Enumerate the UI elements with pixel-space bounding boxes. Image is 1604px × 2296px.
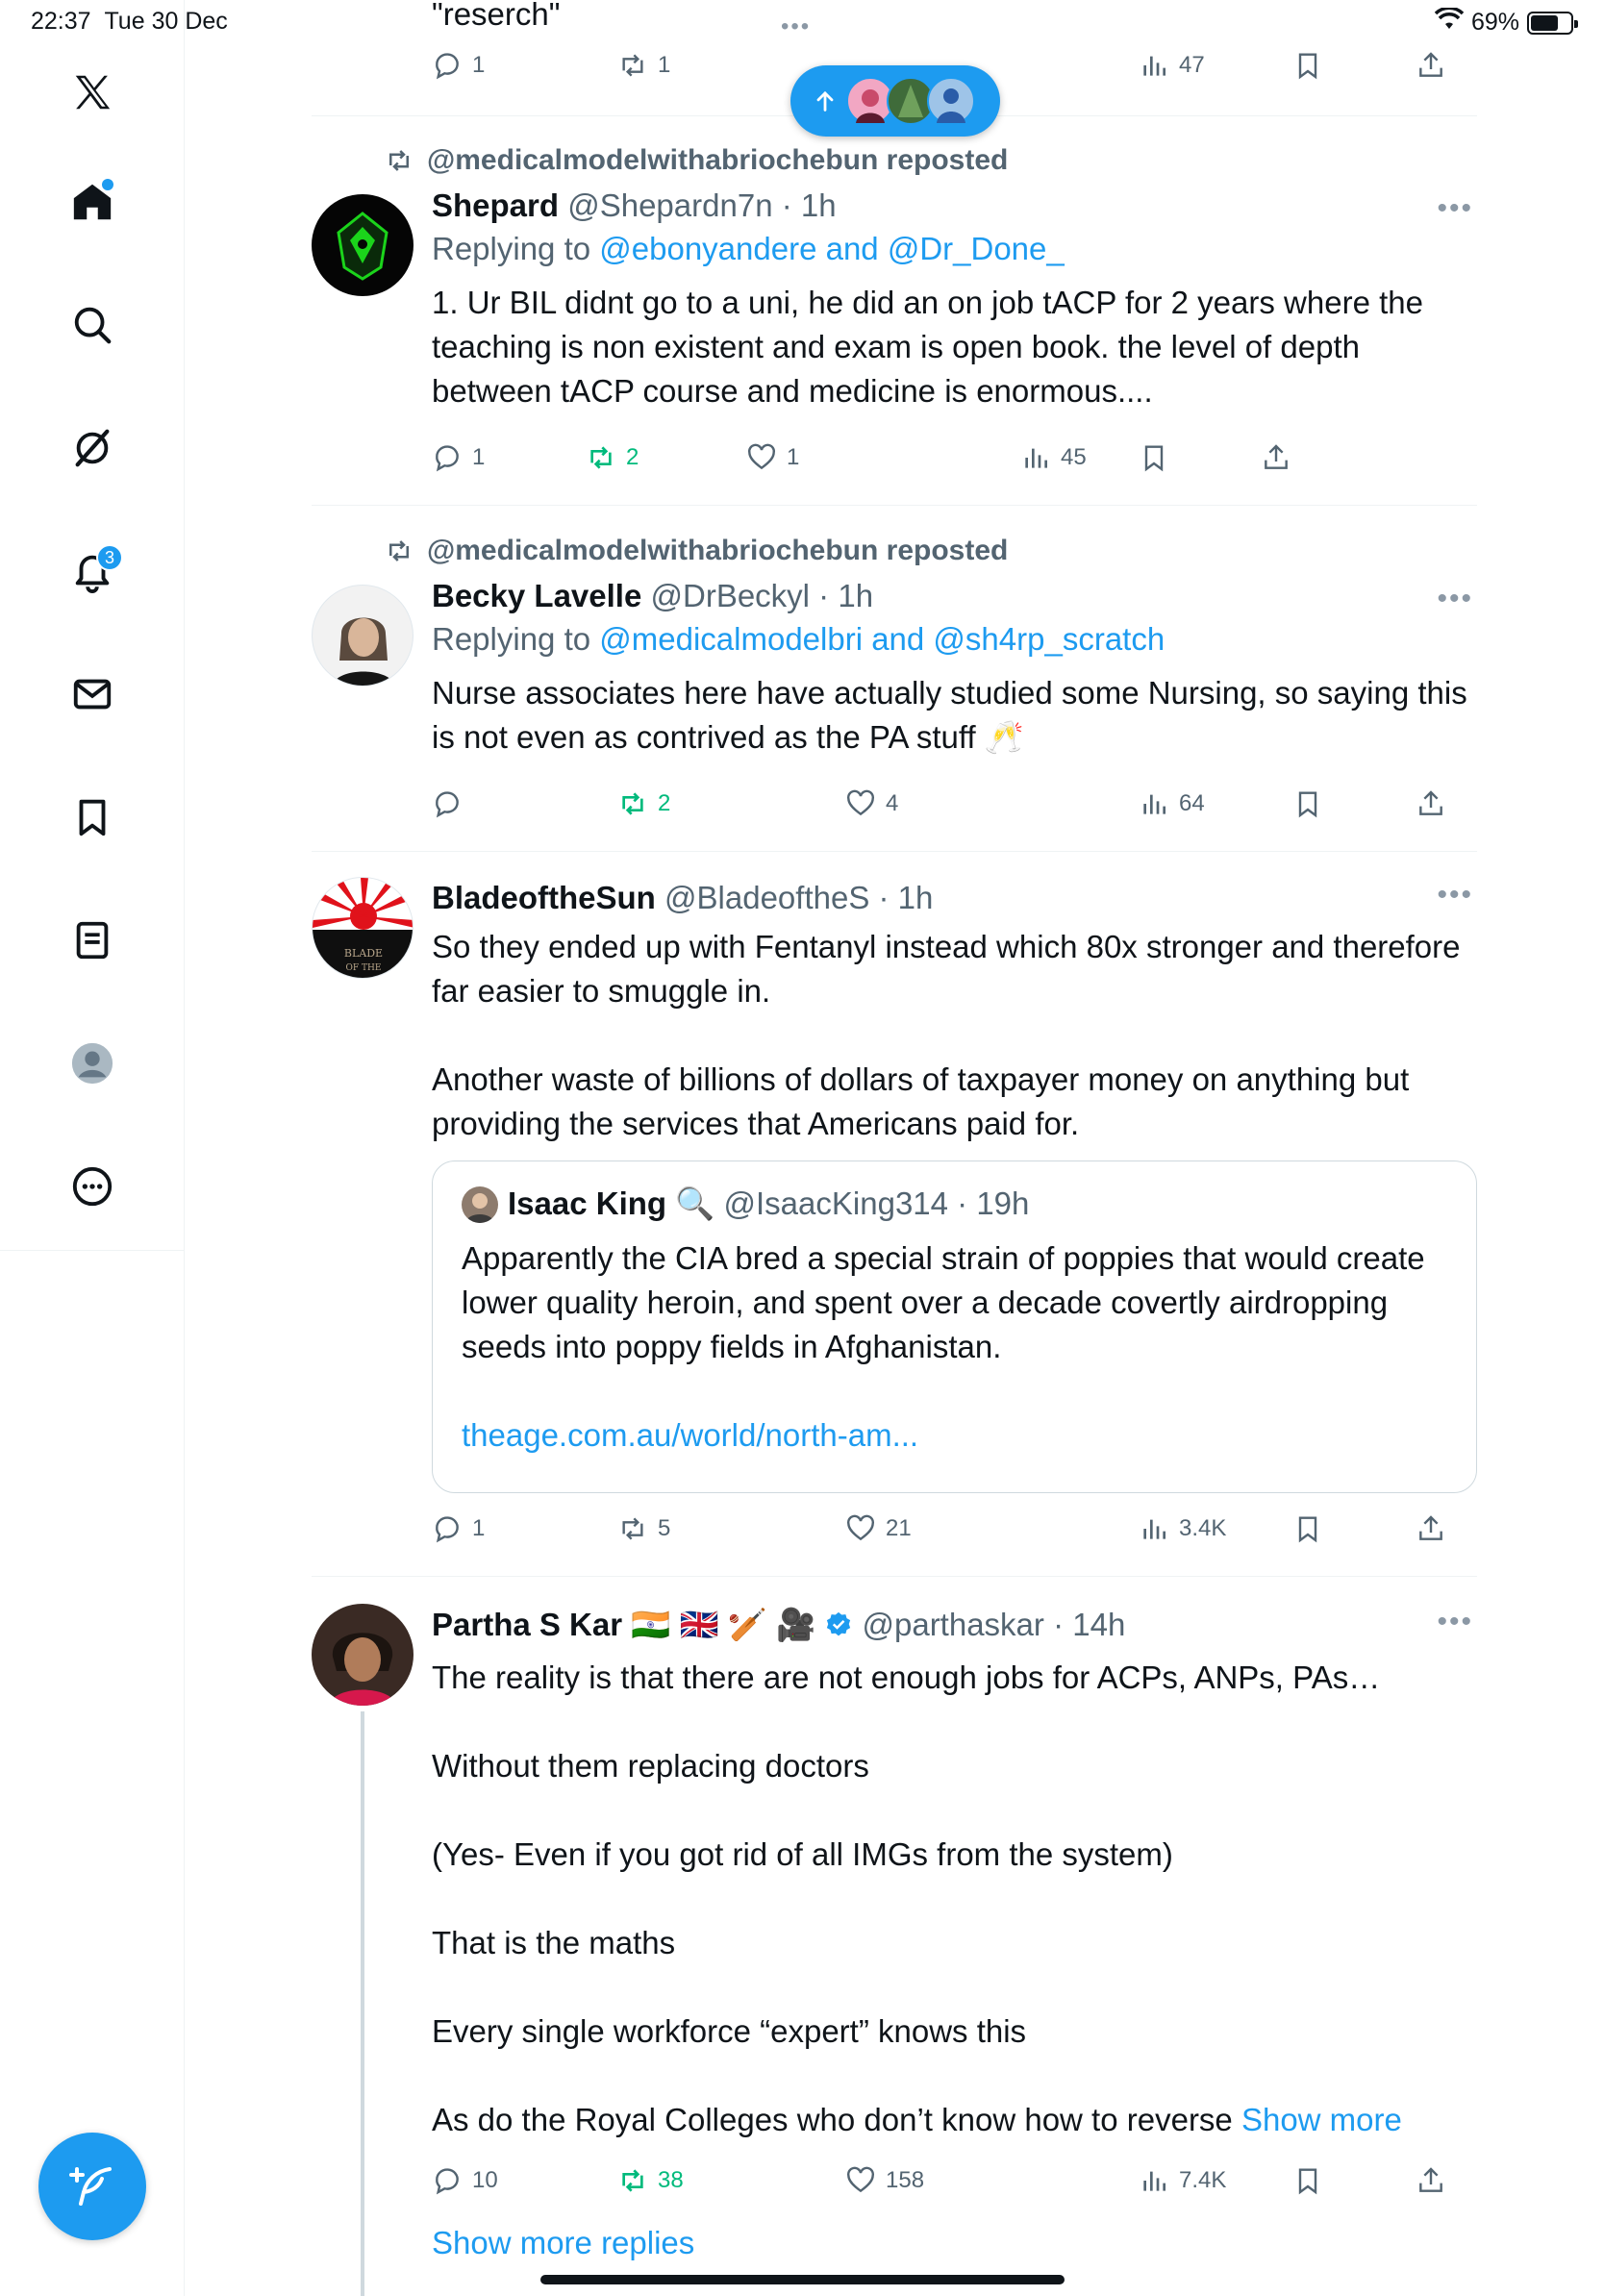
repost-count: 2 — [626, 444, 639, 470]
view-count: 7.4K — [1179, 2167, 1227, 2193]
more-options-icon[interactable]: ••• — [1437, 1606, 1473, 1637]
reply-icon — [432, 788, 463, 819]
repost-count: 2 — [658, 790, 671, 816]
bookmark-button[interactable] — [1292, 2165, 1323, 2196]
repost-icon — [385, 537, 414, 565]
reply-prefix: Replying to — [432, 231, 600, 266]
avatar-text-1: BLADE — [343, 947, 384, 960]
post-text: 1. Ur BIL didnt go to a uni, he did an on job tACP for 2 years where the teaching is non existent and exam is open book. the level of depth between tACP course and medicine is enormous.... — [432, 285, 1423, 409]
like-count: 1 — [787, 444, 800, 470]
more-options-icon[interactable]: ••• — [1437, 879, 1473, 911]
heart-icon — [845, 2165, 876, 2196]
views-icon — [1020, 442, 1051, 473]
reply-icon — [432, 2165, 463, 2196]
status-clock: 22:37 Tue 30 Dec — [31, 8, 228, 35]
post-paragraph: The reality is that there are not enough jobs for ACPs, ANPs, PAs… — [432, 1660, 1381, 1695]
heart-icon — [746, 442, 777, 473]
reply-icon — [432, 50, 463, 81]
reply-count: 1 — [472, 444, 486, 470]
nav-more[interactable] — [63, 1158, 121, 1215]
lists-icon — [70, 918, 114, 962]
avatar[interactable] — [312, 877, 414, 979]
post-header: Shepard @Shepardn7n · 1h — [432, 187, 837, 223]
repost-label: @medicalmodelwithabriochebun reposted — [427, 144, 1009, 176]
mail-icon — [70, 672, 114, 716]
post-time[interactable]: 14h — [1072, 1607, 1126, 1642]
battery-percent: 69% — [1470, 9, 1519, 36]
repost-count: 1 — [658, 52, 671, 78]
share-button[interactable] — [1416, 50, 1446, 81]
like-count: 21 — [886, 1515, 912, 1541]
views-button[interactable] — [1139, 788, 1205, 819]
notification-badge: 3 — [96, 544, 123, 571]
post-paragraph: As do the Royal Colleges who don’t know how to reverse — [432, 2102, 1233, 2137]
views-button[interactable] — [1020, 442, 1087, 473]
like-button[interactable] — [845, 788, 898, 819]
x-logo-icon[interactable] — [63, 63, 121, 121]
reply-button[interactable] — [432, 442, 485, 473]
views-button[interactable] — [1139, 50, 1205, 81]
show-more-replies-link[interactable]: Show more replies — [432, 2225, 695, 2260]
quote-text: Apparently the CIA bred a special strain of poppies that would create lower quality heroin, and spent over a decade covertly airdropping seeds into poppy fields in Afghanistan. — [462, 1240, 1425, 1364]
unread-dot — [102, 179, 113, 190]
bookmark-icon — [1139, 442, 1169, 473]
bookmark-button[interactable] — [1292, 50, 1323, 81]
share-icon — [1416, 788, 1446, 819]
post-header: Partha S Kar 🇮🇳 🇬🇧 🏏 🎥 @parthaskar · 14h — [432, 1604, 1477, 1650]
post-actions — [432, 2165, 1477, 2204]
show-more-link[interactable]: Show more — [1241, 2102, 1402, 2137]
post-body — [432, 877, 1477, 1146]
like-button[interactable] — [746, 442, 799, 473]
reply-count: 10 — [472, 2167, 498, 2193]
repost-icon — [617, 50, 648, 81]
user-handle[interactable]: @Shepardn7n — [567, 187, 773, 223]
reply-button[interactable] — [432, 50, 485, 81]
reply-count: 1 — [472, 1515, 486, 1541]
pill-avatar — [927, 77, 975, 125]
more-options-icon[interactable]: ••• — [1437, 192, 1473, 224]
views-icon — [1139, 50, 1169, 81]
quote-display-name[interactable]: Isaac King — [508, 1185, 667, 1221]
post-body — [432, 185, 1477, 413]
battery-level — [1531, 15, 1558, 31]
reply-icon — [432, 1513, 463, 1544]
bookmark-icon — [70, 795, 114, 839]
nav-lists[interactable] — [63, 911, 121, 969]
post-actions — [432, 442, 1477, 481]
bookmark-button[interactable] — [1292, 1513, 1323, 1544]
share-icon — [1416, 50, 1446, 81]
magnifier-emoji: 🔍 — [675, 1185, 715, 1221]
repost-count: 38 — [658, 2167, 684, 2193]
like-button[interactable] — [845, 1513, 912, 1544]
nav-grok[interactable] — [63, 419, 121, 477]
views-icon — [1139, 2165, 1169, 2196]
more-options-icon[interactable]: ••• — [1437, 583, 1473, 614]
share-icon — [1261, 442, 1291, 473]
battery-icon — [1527, 12, 1573, 35]
views-icon — [1139, 1513, 1169, 1544]
repost-button[interactable] — [586, 442, 639, 473]
repost-icon — [617, 2165, 648, 2196]
view-count: 45 — [1061, 444, 1087, 470]
share-button[interactable] — [1416, 788, 1446, 819]
nav-home[interactable] — [63, 173, 121, 231]
share-icon — [1416, 1513, 1446, 1544]
multitask-dots-icon[interactable]: ••• — [781, 13, 812, 39]
post-paragraph-last — [432, 2098, 1477, 2142]
display-name[interactable]: BladeoftheSun — [432, 880, 656, 915]
views-icon — [1139, 788, 1169, 819]
user-handle[interactable]: @BladeoftheS — [664, 880, 870, 915]
arrow-up-icon — [812, 87, 839, 115]
quote-link[interactable]: theage.com.au/world/north-am... — [462, 1417, 919, 1453]
sidebar — [0, 0, 185, 2296]
repost-icon — [385, 146, 414, 175]
post-time[interactable]: 1h — [800, 187, 837, 223]
repost-button[interactable] — [617, 788, 670, 819]
post-text-2: Another waste of billions of dollars of taxpayer money on anything but providing the services that Americans paid for. — [432, 1061, 1410, 1141]
thread-connector-line — [361, 1711, 364, 2296]
nav-profile[interactable] — [63, 1035, 121, 1092]
replying-to — [432, 617, 1477, 661]
grok-icon — [70, 426, 114, 470]
repost-label: @medicalmodelwithabriochebun reposted — [427, 535, 1009, 566]
like-count: 158 — [886, 2167, 925, 2193]
replying-to — [432, 227, 1477, 271]
bookmark-icon — [1292, 50, 1323, 81]
reply-count: 1 — [472, 52, 486, 78]
like-count: 4 — [886, 790, 899, 816]
display-name[interactable]: Becky Lavelle — [432, 578, 642, 613]
bookmark-icon — [1292, 788, 1323, 819]
post-text-1: So they ended up with Fentanyl instead which 80x stronger and therefore far easier to smuggle in. — [432, 929, 1461, 1009]
post-text: "reserch" — [432, 0, 561, 32]
reply-mentions-link[interactable]: @ebonyandere and @Dr_Done_ — [599, 231, 1065, 266]
reply-mentions-link[interactable]: @medicalmodelbri and @sh4rp_scratch — [599, 621, 1165, 657]
share-button[interactable] — [1261, 442, 1291, 473]
heart-icon — [845, 1513, 876, 1544]
avatar[interactable] — [312, 1604, 414, 1706]
reply-button[interactable] — [432, 1513, 485, 1544]
nav-messages[interactable] — [63, 665, 121, 723]
post-body — [432, 1604, 1477, 2142]
bookmark-button[interactable] — [1139, 442, 1169, 473]
nav-search[interactable] — [63, 296, 121, 354]
reply-button[interactable] — [432, 2165, 498, 2196]
post-body — [432, 575, 1477, 760]
avatar[interactable] — [312, 194, 414, 296]
reply-icon — [432, 442, 463, 473]
repost-icon — [586, 442, 616, 473]
repost-button[interactable] — [617, 2165, 684, 2196]
quote-header: Isaac King 🔍 @IsaacKing314 · 19h — [508, 1185, 1030, 1221]
post-time[interactable]: 1h — [838, 578, 874, 613]
share-button[interactable] — [1416, 2165, 1446, 2196]
repost-icon — [617, 1513, 648, 1544]
search-icon — [70, 303, 114, 347]
avatar-text-2: OF THE — [345, 963, 382, 973]
display-name[interactable]: Shepard — [432, 187, 560, 223]
repost-button[interactable] — [617, 50, 670, 81]
view-count: 3.4K — [1179, 1515, 1227, 1541]
quote-time[interactable]: 19h — [976, 1185, 1030, 1221]
bookmark-button[interactable] — [1292, 788, 1323, 819]
quote-handle[interactable]: @IsaacKing314 — [723, 1185, 948, 1221]
post-text: Nurse associates here have actually studied some Nursing, so saying this is not even as contrived as the PA stuff 🥂 — [432, 675, 1467, 755]
post-actions — [432, 788, 1477, 827]
nav-bookmarks[interactable] — [63, 788, 121, 846]
home-indicator — [540, 2275, 1065, 2284]
user-handle[interactable]: @parthaskar — [862, 1607, 1044, 1642]
compose-button[interactable] — [38, 2133, 146, 2240]
repost-attribution — [385, 144, 1008, 177]
like-button[interactable] — [845, 2165, 924, 2196]
display-name[interactable]: Partha S Kar — [432, 1607, 623, 1642]
post-header: Becky Lavelle @DrBeckyl · 1h — [432, 578, 874, 613]
share-icon — [1416, 2165, 1446, 2196]
repost-count: 5 — [658, 1515, 671, 1541]
post-actions — [432, 1513, 1477, 1552]
avatar[interactable] — [312, 585, 414, 686]
user-handle[interactable]: @DrBeckyl — [650, 578, 811, 613]
repost-button[interactable] — [617, 1513, 670, 1544]
post-time[interactable]: 1h — [897, 880, 934, 915]
nav-notifications[interactable] — [63, 542, 121, 600]
post-paragraph: That is the maths — [432, 1925, 676, 1960]
view-count: 64 — [1179, 790, 1205, 816]
wifi-icon — [1435, 8, 1464, 37]
bookmark-icon — [1292, 2165, 1323, 2196]
view-count: 47 — [1179, 52, 1205, 78]
reply-button[interactable] — [432, 788, 472, 819]
repost-attribution — [385, 535, 1008, 567]
quoted-post[interactable] — [432, 1160, 1477, 1493]
more-circle-icon — [70, 1164, 114, 1209]
share-button[interactable] — [1416, 1513, 1446, 1544]
reply-prefix: Replying to — [432, 621, 600, 657]
quote-avatar[interactable] — [462, 1186, 498, 1223]
repost-icon — [617, 788, 648, 819]
compose-icon — [69, 2163, 115, 2209]
post-header: BladeoftheSun @BladeoftheS · 1h — [432, 880, 934, 915]
verified-badge-icon — [824, 1608, 853, 1650]
status-indicators — [1435, 8, 1573, 37]
name-emojis: 🇮🇳 🇬🇧 🏏 🎥 — [631, 1607, 816, 1642]
post-paragraph: (Yes- Even if you got rid of all IMGs from the system) — [432, 1836, 1173, 1872]
bookmark-icon — [1292, 1513, 1323, 1544]
views-button[interactable] — [1139, 2165, 1226, 2196]
heart-icon — [845, 788, 876, 819]
profile-avatar-icon — [70, 1041, 114, 1086]
post-paragraph: Every single workforce “expert” knows this — [432, 2013, 1027, 2049]
post-paragraph: Without them replacing doctors — [432, 1748, 869, 1784]
views-button[interactable] — [1139, 1513, 1226, 1544]
new-posts-pill[interactable] — [790, 65, 1000, 137]
